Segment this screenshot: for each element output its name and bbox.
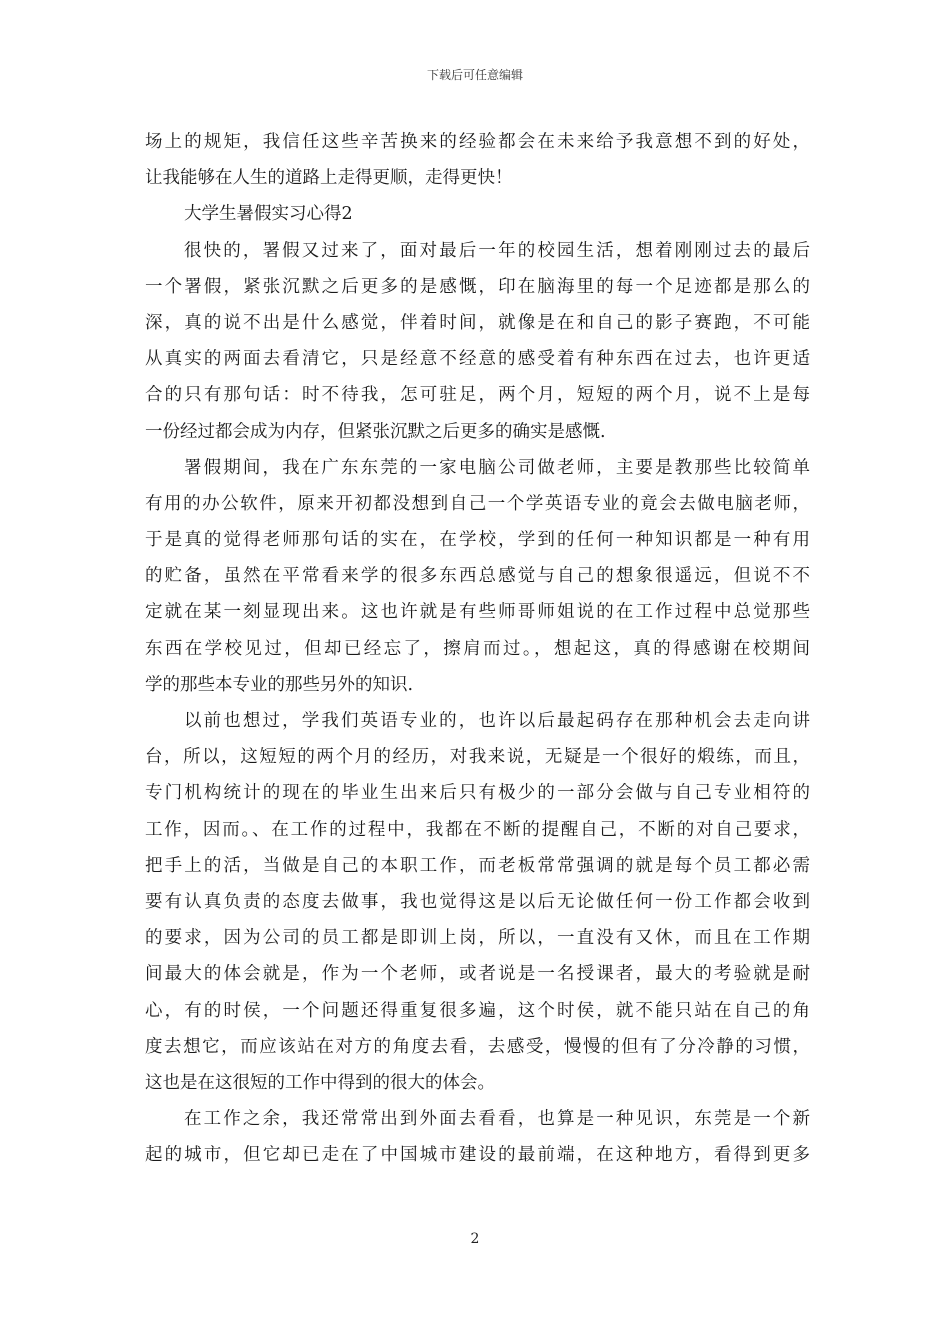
text-line: 一份经过都会成为内存，但紧张沉默之后更多的确实是感慨. xyxy=(145,421,606,442)
text-line: 场上的规矩，我信任这些辛苦换来的经验都会在未来给予我意想不到的好处， xyxy=(145,132,810,152)
text-line: 台，所以，这短短的两个月的经历，对我来说，无疑是一个很好的煅练，而且， xyxy=(145,747,810,768)
text-line: 把手上的活，当做是自己的本职工作，而老板常常强调的就是每个员工都必需 xyxy=(145,855,810,876)
text-line: 要有认真负责的态度去做事，我也觉得这是以后无论做任何一份工作都会收到 xyxy=(145,891,810,912)
text-line: 一个署假，紧张沉默之后更多的是感慨，印在脑海里的每一个足迹都是那么的 xyxy=(145,276,810,297)
text-line: 起的城市，但它却已走在了中国城市建设的最前端，在这种地方，看得到更多 xyxy=(145,1145,810,1166)
text-line: 有用的办公软件，原来开初都没想到自己一个学英语专业的竟会去做电脑老师， xyxy=(145,493,810,514)
text-line: 专门机构统计的现在的毕业生出来后只有极少的一部分会做与自己专业相符的 xyxy=(145,783,810,804)
text-line: 心，有的时侯，一个问题还得重复很多遍，这个时侯，就不能只站在自己的角 xyxy=(145,1000,810,1021)
text-line: 从真实的两面去看清它，只是经意不经意的感受着有种东西在过去，也许更适 xyxy=(145,349,810,370)
text-line: 合的只有那句话：时不待我，怎可驻足，两个月，短短的两个月，说不上是每 xyxy=(145,385,810,406)
text-line: 学的那些本专业的那些另外的知识. xyxy=(145,674,414,695)
document-body xyxy=(145,124,810,1173)
text-line: 这也是在这很短的工作中得到的很大的体会。 xyxy=(145,1072,495,1093)
text-line: 署假期间，我在广东东莞的一家电脑公司做老师，主要是教那些比较简单 xyxy=(184,457,810,478)
text-line: 深，真的说不出是什么感觉，伴着时间，就像是在和自己的影子赛跑，不可能 xyxy=(145,312,810,333)
page-header: 下载后可任意编辑 xyxy=(426,68,523,82)
text-line: 间最大的体会就是，作为一个老师，或者说是一名授课者，最大的考验就是耐 xyxy=(145,964,810,985)
text-line: 的要求，因为公司的员工都是即训上岗，所以，一直没有又休，而且在工作期 xyxy=(145,928,810,949)
text-line: 度去想它，而应该站在对方的角度去看，去感受，慢慢的但有了分冷静的习惯， xyxy=(145,1036,810,1057)
page-number: 2 xyxy=(470,1231,480,1247)
text-line: 工作，因而。、在工作的过程中，我都在不断的提醒自己，不断的对自己要求， xyxy=(145,819,810,840)
text-line: 大学生暑假实习心得2 xyxy=(184,204,353,225)
text-line: 很快的，署假又过来了，面对最后一年的校园生活，想着刚刚过去的最后 xyxy=(184,240,810,261)
text-line: 在工作之余，我还常常出到外面去看看，也算是一种见识，东莞是一个新 xyxy=(184,1109,810,1130)
text-line: 让我能够在人生的道路上走得更顺，走得更快！ xyxy=(145,168,513,189)
text-line: 以前也想过，学我们英语专业的，也许以后最起码存在那种机会去走向讲 xyxy=(184,711,810,731)
text-line: 东西在学校见过，但却已经忘了，擦肩而过。，想起这，真的得感谢在校期间 xyxy=(145,638,810,659)
text-line: 定就在某一刻显现出来。这也许就是有些师哥师姐说的在工作过程中总觉那些 xyxy=(145,602,810,623)
text-line: 的贮备，虽然在平常看来学的很多东西总感觉与自己的想象很遥远，但说不不 xyxy=(145,566,810,587)
text-line: 于是真的觉得老师那句话的实在，在学校，学到的任何一种知识都是一种有用 xyxy=(145,530,810,551)
